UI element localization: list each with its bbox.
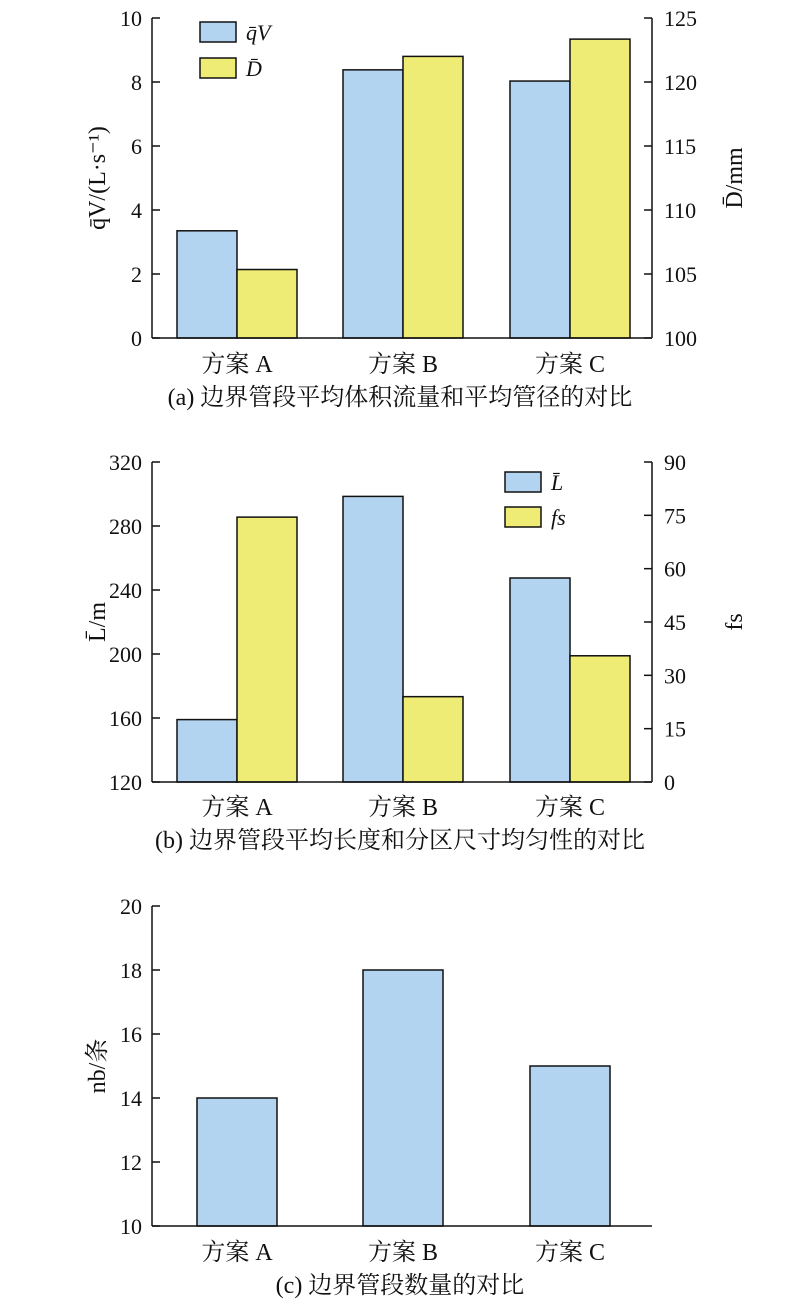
bar-b-s1-c2 — [570, 656, 630, 782]
bar-c-s0-c2 — [530, 1066, 610, 1226]
y-right-tick-label: 115 — [664, 134, 697, 159]
legend-swatch — [200, 58, 236, 78]
y-right-tick-label: 105 — [664, 262, 697, 287]
y-right-tick-label: 75 — [664, 503, 686, 529]
category-label: 方案 B — [367, 352, 439, 378]
y-tick-label: 18 — [120, 958, 142, 983]
bar-c-s0-c0 — [197, 1098, 277, 1226]
y-right-tick-label: 100 — [664, 326, 697, 351]
chart-caption: (a) 边界管段平均体积流量和平均管径的对比 — [167, 385, 633, 411]
category-label: 方案 A — [201, 1240, 273, 1266]
legend-swatch — [200, 22, 236, 42]
category-label: 方案 C — [534, 795, 606, 821]
y-right-tick-label: 110 — [664, 198, 697, 223]
y-right-tick-label: 15 — [664, 716, 686, 742]
bar-b-s0-c2 — [510, 578, 570, 782]
legend-label: D̄ — [246, 56, 262, 81]
bar-a-s1-c0 — [237, 270, 297, 338]
y-tick-label: 4 — [131, 198, 142, 223]
y-axis-label: q̄V/(L·s⁻¹) — [85, 126, 111, 230]
y-tick-label: 320 — [109, 450, 142, 475]
y-tick-label: 12 — [120, 1150, 142, 1175]
legend-swatch — [505, 507, 541, 527]
y-tick-label: 16 — [120, 1022, 142, 1047]
y-axis-label: L̄/m — [85, 602, 111, 642]
y-tick-label: 10 — [120, 6, 142, 31]
y-tick-label: 280 — [109, 514, 142, 539]
chart-panel-c — [84, 894, 652, 1299]
y-tick-label: 14 — [120, 1086, 142, 1111]
y-right-tick-label: 0 — [664, 770, 675, 795]
legend-label: L̄ — [551, 470, 564, 495]
y-tick-label: 8 — [131, 70, 142, 95]
category-label: 方案 C — [534, 1240, 606, 1266]
bar-a-s1-c1 — [403, 56, 463, 338]
y-tick-label: 20 — [120, 894, 142, 919]
category-label: 方案 A — [201, 795, 273, 821]
bar-b-s0-c0 — [177, 720, 237, 782]
y-right-tick-label: 45 — [664, 610, 686, 635]
legend-swatch — [505, 472, 541, 492]
bar-a-s0-c1 — [343, 70, 403, 338]
category-label: 方案 B — [367, 795, 439, 821]
chart-panel-b — [85, 450, 748, 854]
bar-b-s0-c1 — [343, 496, 403, 782]
bar-b-s1-c0 — [237, 517, 297, 782]
chart-panel-a — [85, 6, 748, 411]
legend-label: q̄V — [246, 20, 271, 45]
y-right-tick-label: 30 — [664, 663, 686, 689]
y-axis-label: nb/条 — [85, 1038, 111, 1094]
y-tick-label: 120 — [109, 770, 142, 795]
y-right-axis-label: fs — [722, 613, 748, 631]
y-right-tick-label: 120 — [664, 70, 697, 95]
bar-c-s0-c1 — [363, 970, 443, 1226]
y-right-tick-label: 60 — [664, 556, 686, 582]
y-right-axis-label: D̄/mm — [722, 147, 748, 209]
category-label: 方案 B — [367, 1240, 439, 1266]
bar-a-s0-c2 — [510, 81, 570, 338]
y-tick-label: 200 — [109, 642, 142, 667]
y-right-tick-label: 125 — [664, 6, 697, 31]
y-tick-label: 6 — [131, 134, 142, 159]
chart-caption: (c) 边界管段数量的对比 — [275, 1273, 525, 1299]
y-tick-label: 10 — [120, 1214, 142, 1239]
y-tick-label: 0 — [131, 326, 142, 351]
bar-a-s0-c0 — [177, 231, 237, 338]
chart-caption: (b) 边界管段平均长度和分区尺寸均匀性的对比 — [155, 828, 645, 854]
category-label: 方案 C — [534, 352, 606, 378]
y-tick-label: 240 — [109, 578, 142, 603]
y-right-tick-label: 90 — [664, 450, 686, 475]
category-label: 方案 A — [201, 352, 273, 378]
y-tick-label: 160 — [109, 706, 142, 731]
bar-a-s1-c2 — [570, 39, 630, 338]
bar-b-s1-c1 — [403, 697, 463, 782]
legend-label: fs — [551, 505, 566, 530]
y-tick-label: 2 — [131, 262, 142, 287]
